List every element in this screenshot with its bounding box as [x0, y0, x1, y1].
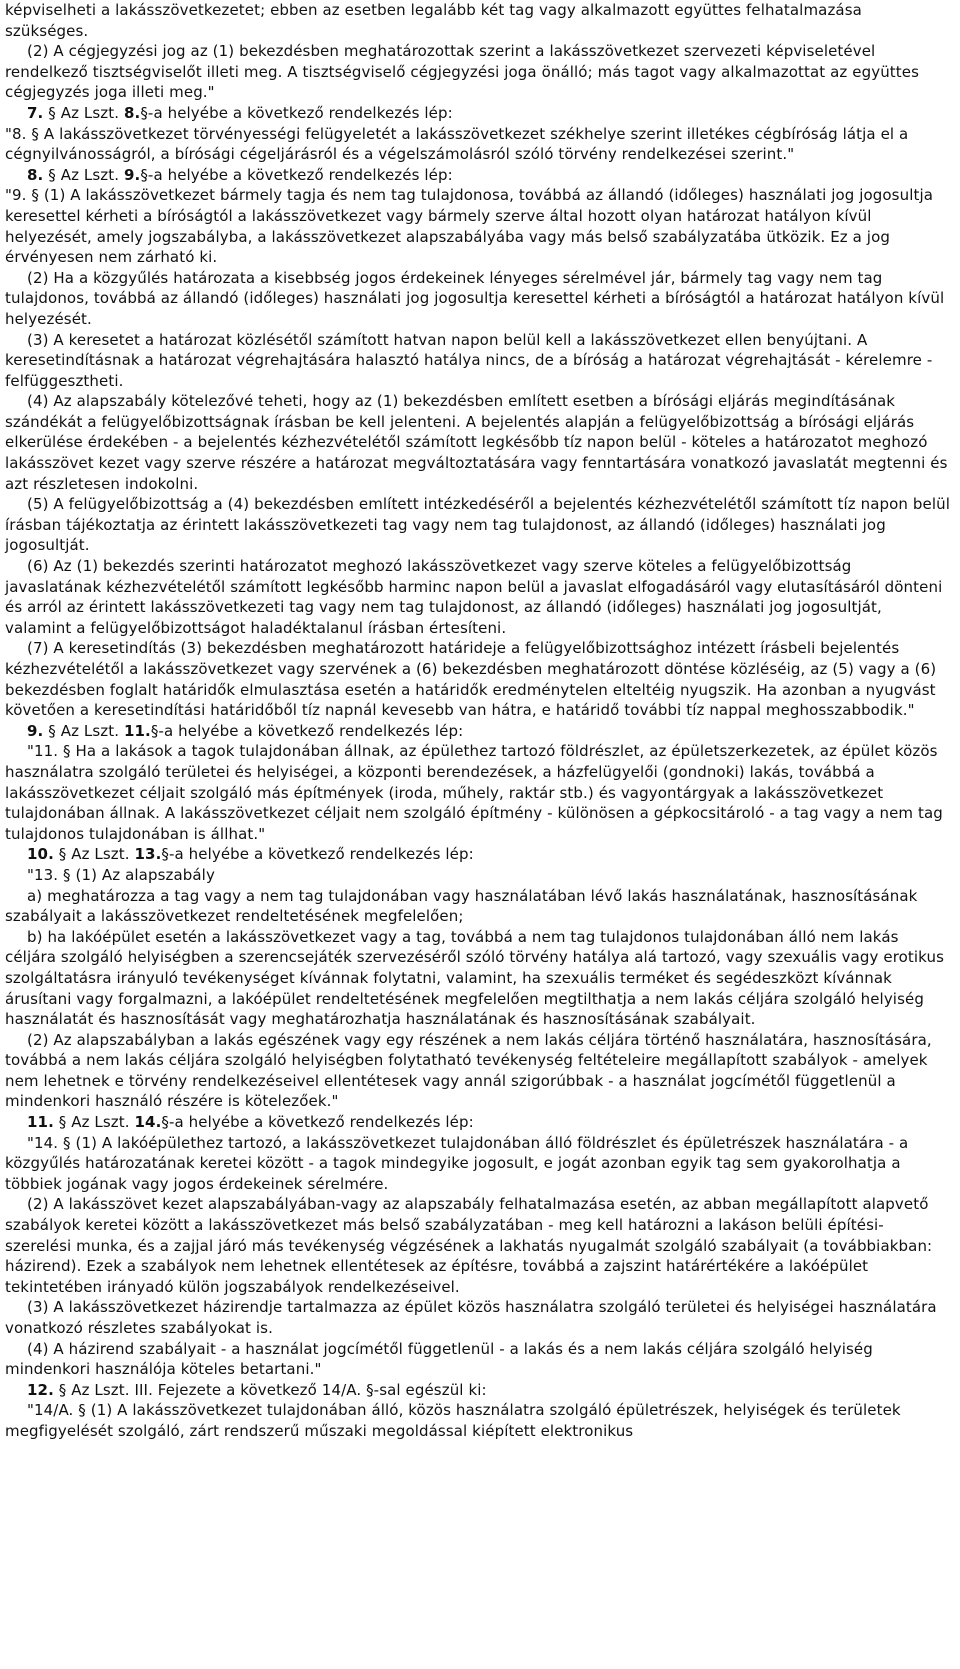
amendment-text: §-a helyébe a következő rendelkezés lép:: [140, 103, 453, 122]
amendment-law: Az Lszt. III. Fejezete a következő 14/A.: [71, 1380, 362, 1399]
amendment-law: Az Lszt.: [71, 845, 130, 864]
amendment-number: 8.: [27, 165, 44, 184]
paragraph: képviselheti a lakásszövetkezetet; ebben az esetben legalább két tag vagy alkalmazott együttes felhatalmazása szükséges.: [5, 1, 862, 40]
paragraph: (6) Az (1) bekezdés szerinti határozatot meghozó lakásszövetkezet vagy szerve köteles a felügyelőbizottság javaslatának kézhezvételétől számított legkésőbb harminc napon belül a javaslat elfogadásáról vagy elutasításáról dönteni és arról az érintett lakásszövetkezeti tag vagy nem tag tulajdonost, az állandó (időleges) használati jog jogosultját, valamint a felügyelőbizottságot haladéktalanul írásban értesíteni.: [5, 557, 943, 637]
paragraph: "13. § (1) Az alapszabály: [27, 865, 215, 884]
amendment-text: §-a helyébe a következő rendelkezés lép:: [161, 845, 474, 864]
paragraph: (5) A felügyelőbizottság a (4) bekezdésben említett intézkedéséről a bejelentés kézhezvételétől számított tíz napon belül írásban tájékoztatja az érintett lakásszövetkezeti tag vagy nem tag tulajdonost, az állandó (időleges) használati jog jogosultját.: [5, 495, 950, 555]
paragraph: (2) A lakásszövet kezet alapszabályában-vagy az alapszabály felhatalmazása esetén, az abban megállapított alapvető szabályok keretei között a lakásszövetkezet más belső szabályzatában - meg kell határozni a lakáson belüli építési-szerelési munka, és a zajjal járó más tevékenység végzésének a lakhatás nyugalmát szolgáló szabályait (a továbbiakban: házirend). Ezek a szabályok nem lehetnek ellentétesek az építésre, továbbá a zajszint határértékére a lakóépület tekintetében irányadó külön jogszabályok rendelkezéseivel.: [5, 1195, 933, 1296]
paragraph: (2) Az alapszabályban a lakás egészének vagy egy részének a nem lakás céljára történő használatára, hasznosítására, továbbá a nem lakás céljára szolgáló helyiségben folytatható tevékenység feltételeire megállapított szabályok - amelyek nem lehetnek e törvény rendelkezéseivel ellentétesek vagy annál szigorúbbak - a használat jogcímétől függetlenül a mindenkori használó részére is kötelezőek.": [5, 1030, 932, 1111]
amendment-target: 9.: [123, 165, 141, 184]
amendment-target: 8.: [123, 103, 141, 122]
paragraph: a) meghatározza a tag vagy a nem tag tulajdonában vagy használatában lévő lakás használatának, hasznosításának szabályait a lakásszövetkezet rendeltetésének megfelelően;: [5, 886, 918, 926]
amendment-number: 11.: [27, 1113, 54, 1132]
paragraph: "9. § (1) A lakásszövetkezet bármely tagja és nem tag tulajdonosa, továbbá az állandó (időleges) használati jog jogosultja keresettel kérheti a bíróságtól a lakásszövetkezet vagy bármely szerve által hozott olyan határozat hatályon kívül helyezését, amely jogszabályba, a lakásszövetkezet alapszabályába vagy más belső szabályzatába ütközik. Ez a jog érvényesen nem zárható ki.: [5, 186, 934, 267]
amendment-target: 11.: [123, 721, 151, 740]
section-sign: §: [58, 1113, 67, 1132]
amendment-number: 7.: [27, 103, 44, 122]
amendment-heading: [5, 1112, 950, 1133]
paragraph: "11. § Ha a lakások a tagok tulajdonában állnak, az épülethez tartozó földrészlet, az épületszerkezetek, az épület közös használatra szolgáló területei és helyiségei, a központi berendezések, a házfelügyelői (gondnoki) lakás, továbbá a lakásszövetkezet céljait szolgáló más építmények (iroda, műhely, raktár stb.) és vagyontárgyak a lakásszövetkezet tulajdonában állnak. A lakásszövetkezet céljait nem szolgáló építmény - különösen a gépkocsitároló - a tag vagy a nem tag tulajdonos tulajdonában is állhat.": [5, 742, 943, 843]
amendment-number: 12.: [27, 1380, 54, 1399]
section-sign: §: [48, 721, 56, 740]
amendment-law: Az Lszt.: [60, 165, 120, 184]
amendment-target: 13.: [134, 845, 162, 864]
paragraph: b) ha lakóépület esetén a lakásszövetkezet vagy a tag, továbbá a nem tag tulajdonos tulajdonában álló nem lakás céljára szolgáló helyiségben a szerencsejáték szervezéséről szóló törvény hatálya alá tartozó, vagy szexuális vagy erotikus szolgáltatásra irányuló tevékenységet kívánnak folytatni, valamint, ha szexuális terméket és segédeszközt kívánnak árusítani vagy forgalmazni, a lakóépület rendeltetésének megfelelően megtilthatja a nem lakás céljára szolgáló helyiség használatát és hasznosítását vagy meghatározhatja használatának és hasznosításának szabályait.: [5, 927, 945, 1029]
amendment-number: 10.: [27, 845, 54, 864]
amendment-target: 14.: [134, 1113, 162, 1132]
amendment-number: 9.: [27, 721, 44, 740]
paragraph: (2) Ha a közgyűlés határozata a kisebbség jogos érdekeinek lényeges sérelmével jár, bármely tag vagy nem tag tulajdonos, továbbá az állandó (időleges) használati jog jogosultja keresettel kérheti a bíróságtól a határozat hatályon kívül helyezését.: [5, 268, 945, 328]
amendment-law: Az Lszt.: [60, 721, 120, 740]
section-sign: §: [48, 165, 56, 184]
amendment-law: Az Lszt.: [71, 1113, 130, 1132]
paragraph: "14. § (1) A lakóépülethez tartozó, a lakásszövetkezet tulajdonában álló földrészlet és épületrészek használatára - a közgyűlés határozatának keretei között - a tagok mindegyike jogosult, e jogát azonban egyik tag sem gyakorolhatja a többiek jogának vagy jogos érdekeinek sérelmére.: [5, 1133, 909, 1193]
paragraph: "14/A. § (1) A lakásszövetkezet tulajdonában álló, közös használatra szolgáló épületrészek, helyiségek és területek megfigyelését szolgáló, zárt rendszerű műszaki megoldással kiépített elektronikus: [5, 1401, 901, 1440]
amendment-text: §-a helyébe a következő rendelkezés lép:: [140, 165, 453, 184]
amendment-heading: [5, 721, 950, 742]
amendment-heading: [5, 165, 950, 186]
amendment-text: §-a helyébe a következő rendelkezés lép:: [150, 721, 464, 740]
amendment-text: §-sal egészül ki:: [366, 1380, 487, 1399]
amendment-heading: [5, 103, 950, 124]
paragraph: "8. § A lakásszövetkezet törvényességi felügyeletét a lakásszövetkezet székhelye szerint illetékes cégbíróság látja el a cégnyilvánosságról, a bírósági cégeljárásról és a végelszámolásról szóló törvény rendelkezései szerint.": [5, 124, 909, 164]
paragraph: (3) A keresetet a határozat közlésétől számított hatvan napon belül kell a lakásszövetkezet ellen benyújtani. A keresetindításnak a határozat végrehajtására halasztó hatálya nincs, de a bíróság a határozat végrehajtását - kérelemre - felfüggesztheti.: [5, 330, 933, 390]
paragraph: (4) Az alapszabály kötelezővé teheti, hogy az (1) bekezdésben említett esetben a bírósági eljárás megindításának szándékát a felügyelőbizottságnak írásban be kell jelenteni. A bejelentés alapján a felügyelőbizottság a bírósági eljárás elkerülése érdekében - a bejelentés kézhezvételétől számított legkésőbb tíz napon belül - köteles a határozatot meghozó lakásszövet kezet vagy szerve részére a határozat megváltoztatására vagy fenntartására vonatkozó javaslatát megtenni és azt részletesen indokolni.: [5, 392, 948, 493]
paragraph: (7) A keresetindítás (3) bekezdésben meghatározott határideje a felügyelőbizottsághoz intézett írásbeli bejelentés kézhezvételétől a lakásszövetkezet vagy szervének a (6) bekezdésben meghatározott döntése közléséig, az (5) vagy a (6) bekezdésben foglalt határidők elmulasztása esetén a határidők eredménytelen elteltéig nyugszik. Ha azonban a nyugvást követően a keresetindítási határidőből tíz napnál kevesebb van hátra, e határidő további tíz nappal meghosszabbodik.": [5, 639, 937, 720]
amendment-heading: [5, 844, 950, 865]
amendment-heading: [5, 1380, 950, 1401]
section-sign: §: [58, 1380, 67, 1399]
section-sign: §: [58, 845, 67, 864]
paragraph: (4) A házirend szabályait - a használat jogcímétől függetlenül - a lakás és a nem lakás céljára szolgáló helyiség mindenkori használója köteles betartani.": [5, 1339, 873, 1379]
amendment-text: §-a helyébe a következő rendelkezés lép:: [161, 1113, 474, 1132]
legal-document: [5, 0, 950, 1442]
section-sign: §: [48, 103, 56, 122]
amendment-law: Az Lszt.: [60, 103, 120, 122]
paragraph: (3) A lakásszövetkezet házirendje tartalmazza az épület közös használatra szolgáló területei és helyiségei használatára vonatkozó részletes szabályokat is.: [5, 1298, 937, 1337]
paragraph: (2) A cégjegyzési jog az (1) bekezdésben meghatározottak szerint a lakásszövetkezet szervezeti képviseletével rendelkező tisztségviselőt illeti meg. A tisztségviselő cégjegyzési joga önálló; más tagot vagy alkalmazottat az együttes cégjegyzés joga illeti meg.": [5, 42, 920, 102]
